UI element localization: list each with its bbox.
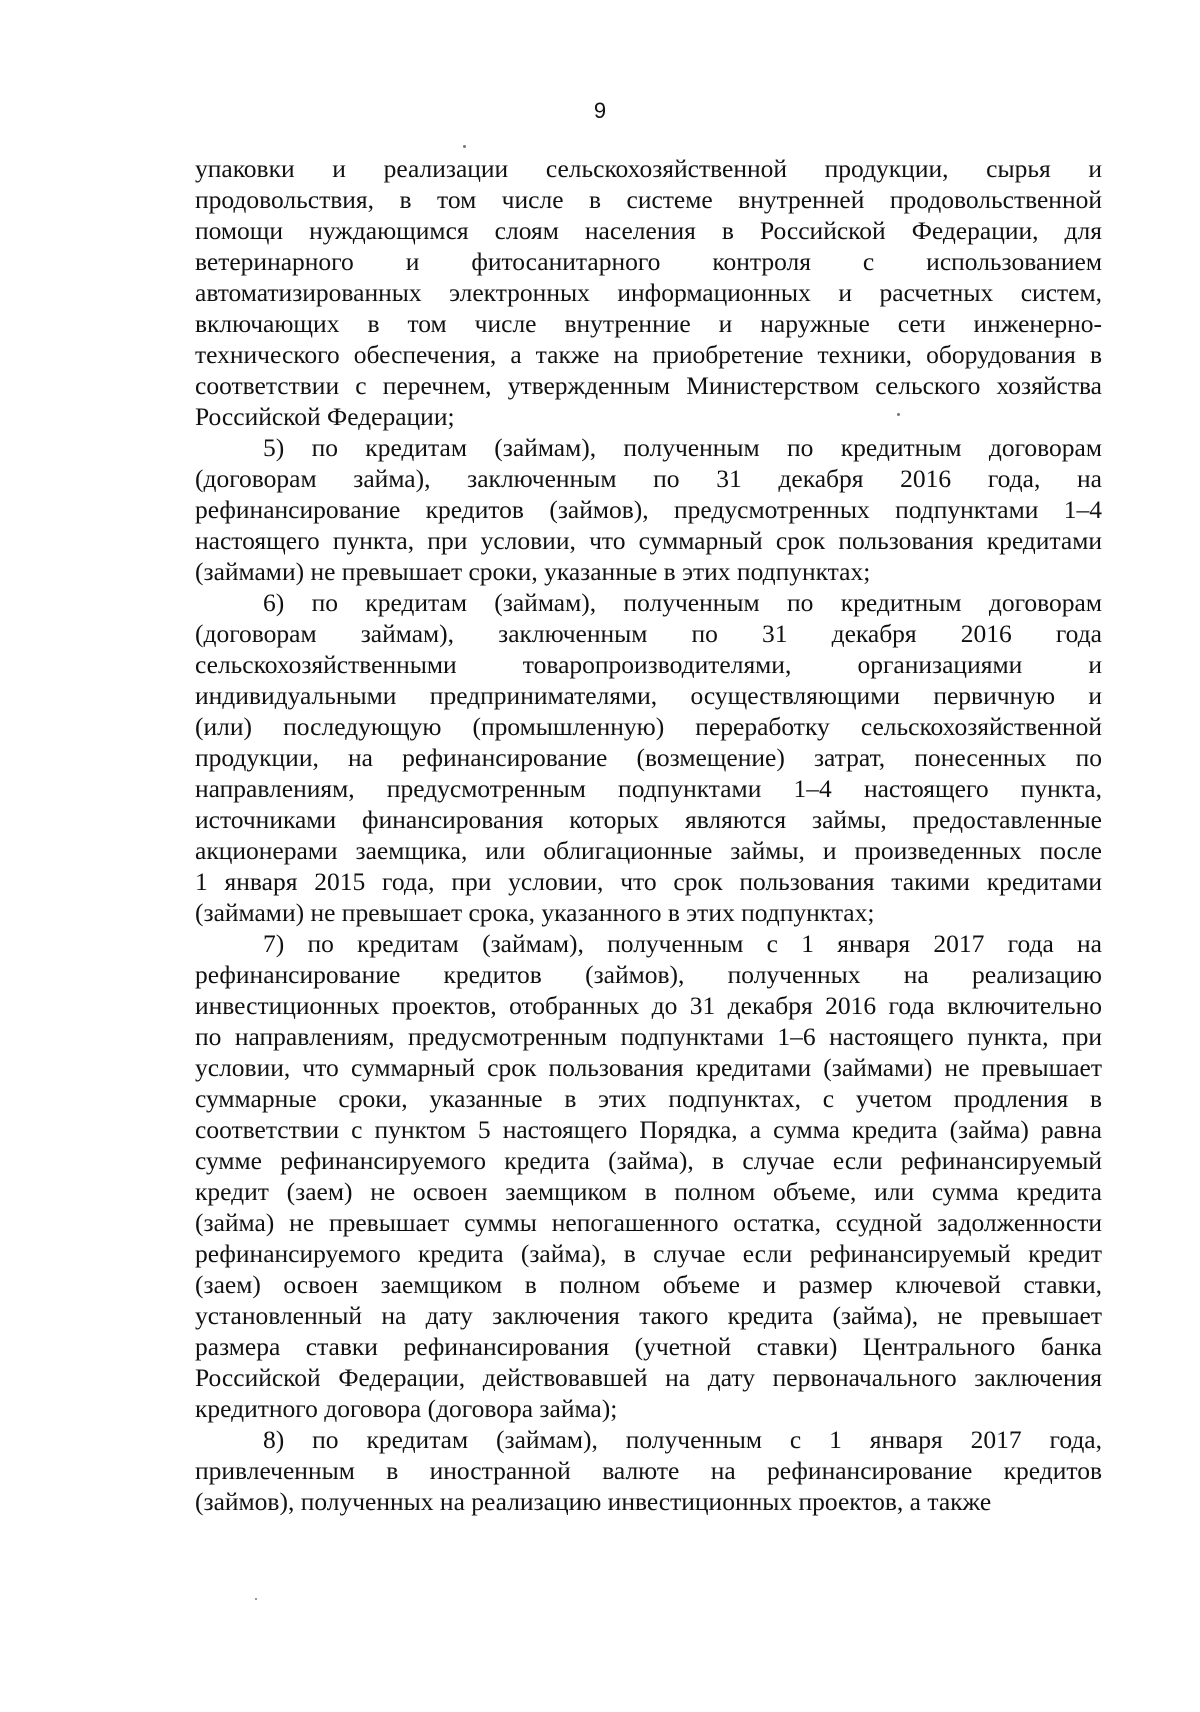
text-line: условии, что суммарный срок пользования кредитами (займами) не превышает xyxy=(195,1053,1102,1082)
text-line: продовольствия, в том числе в системе внутренней продовольственной xyxy=(195,185,1102,214)
text-line: рефинансирование кредитов (займов), полученных на реализацию xyxy=(195,960,1102,989)
text-line: сумме рефинансируемого кредита (займа), в случае если рефинансируемый xyxy=(195,1146,1102,1175)
text-line: соответствии с пунктом 5 настоящего Порядка, а сумма кредита (займа) равна xyxy=(195,1115,1102,1144)
text-line: установленный на дату заключения такого кредита (займа), не превышает xyxy=(195,1301,1102,1330)
text-line: акционерами заемщика, или облигационные займы, и произведенных после xyxy=(195,836,1102,865)
text-line: продукции, на рефинансирование (возмещение) затрат, понесенных по xyxy=(195,743,1102,772)
document-body xyxy=(195,153,1102,1517)
text-line: рефинансирование кредитов (займов), предусмотренных подпунктами 1–4 xyxy=(195,495,1102,524)
paragraph xyxy=(195,153,1102,432)
text-line: размера ставки рефинансирования (учетной ставки) Центрального банка xyxy=(195,1332,1102,1361)
text-line: 7) по кредитам (займам), полученным с 1 января 2017 года на xyxy=(263,929,1102,958)
text-line: кредитного договора (договора займа); xyxy=(195,1394,618,1423)
text-line: (заем) освоен заемщиком в полном объеме и размер ключевой ставки, xyxy=(195,1270,1102,1299)
paragraph xyxy=(195,1424,1102,1517)
text-line: направлениям, предусмотренным подпунктами 1–4 настоящего пункта, xyxy=(195,774,1102,803)
paragraph xyxy=(195,928,1102,1424)
text-line: по направлениям, предусмотренным подпунктами 1–6 настоящего пункта, при xyxy=(195,1022,1102,1051)
text-line: настоящего пункта, при условии, что суммарный срок пользования кредитами xyxy=(195,526,1102,555)
text-line: автоматизированных электронных информационных и расчетных систем, xyxy=(195,278,1102,307)
text-line: (договорам займам), заключенным по 31 декабря 2016 года xyxy=(195,619,1102,648)
text-line: включающих в том числе внутренние и наружные сети инженерно- xyxy=(195,309,1102,338)
page-number: 9 xyxy=(593,98,607,123)
text-line: индивидуальными предпринимателями, осуществляющими первичную и xyxy=(195,681,1102,710)
text-line: (займами) не превышает сроки, указанные в этих подпунктах; xyxy=(195,557,871,586)
text-line: рефинансируемого кредита (займа), в случае если рефинансируемый кредит xyxy=(195,1239,1102,1268)
text-line: соответствии с перечнем, утвержденным Министерством сельского хозяйства xyxy=(195,371,1102,400)
text-line: сельскохозяйственными товаропроизводителями, организациями и xyxy=(195,650,1102,679)
text-line: Российской Федерации, действовавшей на дату первоначального заключения xyxy=(195,1363,1102,1392)
text-line: ветеринарного и фитосанитарного контроля с использованием xyxy=(195,247,1102,276)
text-line: кредит (заем) не освоен заемщиком в полном объеме, или сумма кредита xyxy=(195,1177,1102,1206)
paragraph xyxy=(195,432,1102,587)
scan-speck xyxy=(255,1598,257,1600)
text-line: 6) по кредитам (займам), полученным по кредитным договорам xyxy=(263,588,1102,617)
text-line: Российской Федерации; xyxy=(195,402,455,431)
scan-speck xyxy=(463,145,466,148)
text-line: технического обеспечения, а также на приобретение техники, оборудования в xyxy=(195,340,1102,369)
text-line: (или) последующую (промышленную) переработку сельскохозяйственной xyxy=(195,712,1102,741)
text-line: упаковки и реализации сельскохозяйственной продукции, сырья и xyxy=(195,154,1102,183)
paragraph xyxy=(195,587,1102,928)
text-line: (займами) не превышает срока, указанного в этих подпунктах; xyxy=(195,898,875,927)
text-line: источниками финансирования которых являются займы, предоставленные xyxy=(195,805,1102,834)
text-line: (договорам займа), заключенным по 31 декабря 2016 года, на xyxy=(195,464,1102,493)
text-line: 8) по кредитам (займам), полученным с 1 января 2017 года, xyxy=(263,1425,1102,1454)
text-line: инвестиционных проектов, отобранных до 31 декабря 2016 года включительно xyxy=(195,991,1102,1020)
text-line: (займов), полученных на реализацию инвестиционных проектов, а также xyxy=(195,1487,992,1516)
text-line: помощи нуждающимся слоям населения в Российской Федерации, для xyxy=(195,216,1102,245)
text-line: 1 января 2015 года, при условии, что срок пользования такими кредитами xyxy=(195,867,1102,896)
text-line: привлеченным в иностранной валюте на рефинансирование кредитов xyxy=(195,1456,1102,1485)
text-line: 5) по кредитам (займам), полученным по кредитным договорам xyxy=(263,433,1102,462)
text-line: суммарные сроки, указанные в этих подпунктах, с учетом продления в xyxy=(195,1084,1102,1113)
text-line: (займа) не превышает суммы непогашенного остатка, ссудной задолженности xyxy=(195,1208,1102,1237)
